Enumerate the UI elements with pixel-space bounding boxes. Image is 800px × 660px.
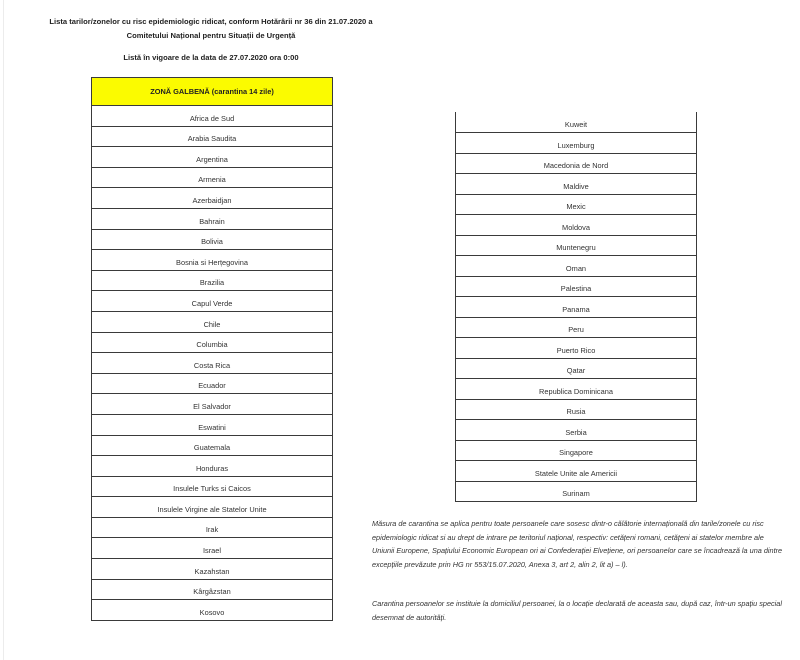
- table-row: [456, 338, 697, 359]
- country-cell: El Salvador: [92, 394, 333, 415]
- yellow-zone-table-left: [91, 77, 333, 621]
- document-title-line-2: Comitetului Național pentru Situații de Urgență: [126, 31, 296, 40]
- country-cell: Guatemala: [92, 435, 333, 456]
- table-row: [92, 517, 333, 538]
- country-cell: Bolivia: [92, 229, 333, 250]
- table-row: [92, 270, 333, 291]
- table-row: [92, 456, 333, 477]
- country-cell: Eswatini: [92, 414, 333, 435]
- country-cell: Peru: [456, 317, 697, 338]
- table-row: [456, 440, 697, 461]
- country-cell: Columbia: [92, 332, 333, 353]
- country-cell: Capul Verde: [92, 291, 333, 312]
- country-cell: Honduras: [92, 456, 333, 477]
- table-row: [456, 481, 697, 502]
- country-cell: Africa de Sud: [92, 106, 333, 127]
- table-row: [456, 399, 697, 420]
- yellow-zone-table-right: [455, 112, 697, 502]
- table-row: [456, 358, 697, 379]
- table-row: [92, 291, 333, 312]
- table-row: [92, 250, 333, 271]
- table-row: [92, 373, 333, 394]
- country-cell: Mexic: [456, 194, 697, 215]
- country-cell: Republica Dominicana: [456, 379, 697, 400]
- country-cell: Costa Rica: [92, 353, 333, 374]
- country-cell: Panama: [456, 297, 697, 318]
- country-cell: Kazahstan: [92, 559, 333, 580]
- table-row: [92, 167, 333, 188]
- table-row: [92, 414, 333, 435]
- table-row: [456, 379, 697, 400]
- country-cell: Serbia: [456, 420, 697, 441]
- country-cell: Kârgâzstan: [92, 579, 333, 600]
- country-cell: Chile: [92, 311, 333, 332]
- table-row: [92, 147, 333, 168]
- zone-header-yellow: ZONĂ GALBENĂ (carantina 14 zile): [92, 78, 333, 106]
- table-row: [456, 276, 697, 297]
- country-cell: Singapore: [456, 440, 697, 461]
- table-row: [92, 600, 333, 621]
- table-row: [92, 476, 333, 497]
- country-cell: Surinam: [456, 481, 697, 502]
- country-cell: Ecuador: [92, 373, 333, 394]
- table-row: [92, 559, 333, 580]
- country-cell: Muntenegru: [456, 235, 697, 256]
- table-row: [456, 133, 697, 154]
- quarantine-scope-note: Măsura de carantina se aplica pentru toate persoanele care sosesc dintr-o călătorie internațională din tarile/zonele cu risc epidemiologic ridicat si au drept de intrare pe teritoriul național, respectiv: cetățeni romani, cetățeni ai statelor membre ale Uniunii Europene, Spațiului Economic European ori ai Confederației Elvețiene, ori persoanelor care se încadrează la una dintre excepțiile prevăzute prin HG nr 553/15.07.2020, Anexa 3, art 2, alin 2, lit a) – l).: [372, 519, 783, 569]
- table-row: [456, 235, 697, 256]
- zone-header-row: [92, 78, 333, 106]
- country-cell: Oman: [456, 256, 697, 277]
- table-row: [92, 579, 333, 600]
- table-row: [456, 153, 697, 174]
- country-cell: Kosovo: [92, 600, 333, 621]
- country-cell: Brazilia: [92, 270, 333, 291]
- country-cell: Argentina: [92, 147, 333, 168]
- country-cell: Armenia: [92, 167, 333, 188]
- table-row: [92, 106, 333, 127]
- country-cell: Insulele Virgine ale Statelor Unite: [92, 497, 333, 518]
- table-row: [92, 126, 333, 147]
- table-row: [92, 188, 333, 209]
- country-cell: Insulele Turks si Caicos: [92, 476, 333, 497]
- table-row: [92, 435, 333, 456]
- page-edge-divider: [3, 0, 4, 660]
- table-row: [456, 256, 697, 277]
- country-cell: Macedonia de Nord: [456, 153, 697, 174]
- table-row: [456, 317, 697, 338]
- country-cell: Qatar: [456, 358, 697, 379]
- country-cell: Irak: [92, 517, 333, 538]
- country-cell: Palestina: [456, 276, 697, 297]
- table-row: [92, 311, 333, 332]
- country-cell: Bahrain: [92, 208, 333, 229]
- table-row: [456, 112, 697, 133]
- table-row: [456, 420, 697, 441]
- country-cell: Moldova: [456, 215, 697, 236]
- table-row: [456, 174, 697, 195]
- table-row: [92, 208, 333, 229]
- country-cell: Azerbaidjan: [92, 188, 333, 209]
- table-row: [456, 194, 697, 215]
- country-cell: Maldive: [456, 174, 697, 195]
- country-cell: Luxemburg: [456, 133, 697, 154]
- country-cell: Bosnia si Herțegovina: [92, 250, 333, 271]
- quarantine-location-note: Carantina persoanelor se instituie la domiciliul persoanei, la o locație declarată de aceasta sau, după caz, într-un spațiu special desemnat de autorități.: [372, 599, 782, 622]
- country-cell: Puerto Rico: [456, 338, 697, 359]
- table-row: [92, 497, 333, 518]
- country-cell: Rusia: [456, 399, 697, 420]
- table-row: [92, 353, 333, 374]
- table-row: [456, 215, 697, 236]
- table-row: [92, 229, 333, 250]
- document-title-line-1: Lista tarilor/zonelor cu risc epidemiologic ridicat, conform Hotărârii nr 36 din 21.07.2020 a: [49, 17, 373, 26]
- country-cell: Kuweit: [456, 112, 697, 133]
- country-cell: Israel: [92, 538, 333, 559]
- country-cell: Statele Unite ale Americii: [456, 461, 697, 482]
- table-row: [92, 332, 333, 353]
- table-row: [92, 394, 333, 415]
- table-row: [456, 297, 697, 318]
- table-row: [456, 461, 697, 482]
- country-cell: Arabia Saudita: [92, 126, 333, 147]
- document-subtitle: Listă în vigoare de la data de 27.07.2020 ora 0:00: [123, 53, 299, 62]
- table-row: [92, 538, 333, 559]
